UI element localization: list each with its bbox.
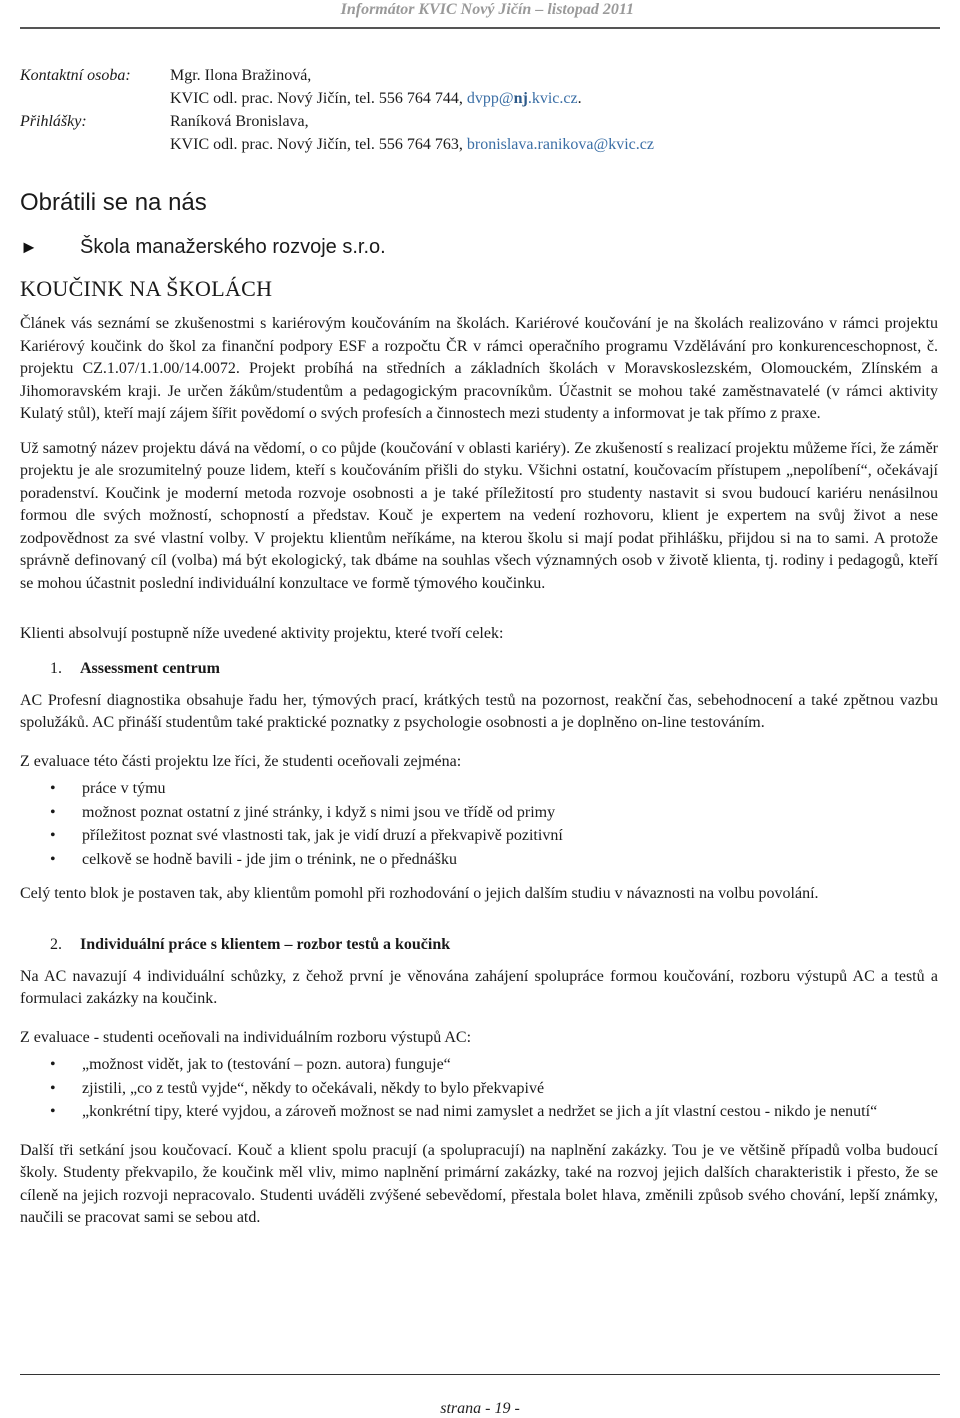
bullet-icon: •: [50, 803, 56, 821]
applications-label: Přihlášky:: [20, 113, 87, 130]
applications-email-link[interactable]: bronislava.ranikova@kvic.cz: [466, 136, 654, 153]
contact-block: [20, 64, 938, 156]
subsection-title: Individuální práce s klientem – rozbor testů a koučink: [80, 935, 451, 953]
bullet-icon: •: [50, 1056, 56, 1073]
bullet-icon: •: [50, 827, 56, 844]
subsection-heading-2: [20, 934, 938, 956]
list-item: • celkově se hodně bavili - jde jim o trénink, ne o přednášku: [20, 848, 938, 872]
contact-address: KVIC odl. prac. Nový Jičín, tel. 556 764 744,: [170, 90, 467, 107]
list-item: • možnost poznat ostatní z jiné stránky, i když s nimi jsou ve třídě od primy: [20, 801, 938, 825]
bullet-icon: •: [50, 780, 56, 797]
header-title: Informátor KVIC Nový Jičín – listopad 2011: [340, 1, 634, 18]
subsection-title: Assessment centrum: [80, 659, 220, 677]
paragraph: Klienti absolvují postupně níže uvedené aktivity projektu, které tvoří celek:: [20, 625, 504, 642]
subsection-number: 2.: [50, 935, 62, 953]
school-line: [20, 234, 938, 260]
contact-row: [20, 64, 938, 87]
applications-address: KVIC odl. prac. Nový Jičín, tel. 556 764 763,: [170, 136, 467, 153]
school-name: Škola manažerského rozvoje s.r.o.: [80, 236, 386, 258]
bullet-icon: •: [50, 1103, 56, 1120]
paragraph: Na AC navazují 4 individuální schůzky, z čehož první je věnována zahájení spolupráce formou koučování, rozboru výstupů AC a testů a formulaci zakázky na koučink.: [20, 967, 938, 1007]
paragraph: Další tři setkání jsou koučovací. Kouč a klient spolu pracují (a spolupracují) na naplnění zakázky. Tou je ve většině případů volba budoucí školy. Studenty překvapilo, že koučink měl vliv, mimo naplnění primární zakázky, také na rozvoj jejich dalších charakteristik i přesto, že se cíleně na jejich rozvoji nepracovalo. Studenti uváděli zvýšené sebevědomí, přestala bolet hlava, změnili způsob svého chování, lepší známky, naučili se pracovat sami se sebou atd.: [20, 1141, 938, 1226]
paragraph: Z evaluace - studenti oceňovali na individuálním rozboru výstupů AC:: [20, 1028, 472, 1046]
bullet-icon: •: [50, 850, 56, 868]
list-item: • práce v týmu: [20, 777, 938, 801]
list-item: • zjistili, „co z testů vyjde“, někdy to očekávali, někdy to bylo překvapivé: [20, 1077, 938, 1101]
bullet-list-2: [20, 1053, 938, 1124]
list-item: • „možnost vidět, jak to (testování – pozn. autora) funguje“: [20, 1053, 938, 1077]
applications-row-address: [20, 133, 938, 156]
page-header: [0, 0, 960, 19]
subsection-number: 1.: [50, 659, 62, 677]
page-number: strana - 19 -: [440, 1400, 520, 1417]
bullet-icon: •: [50, 1079, 56, 1097]
page-footer: [20, 1374, 940, 1417]
list-item: • příležitost poznat své vlastnosti tak, jak je vidí druzí a překvapivě pozitivní: [20, 824, 938, 848]
contact-row-address: KVIC odl. prac. Nový Jičín, tel. 556 764 744, dvpp@nj.kvic.cz.: [170, 90, 582, 107]
applications-name: Raníková Bronislava,: [170, 113, 309, 130]
paragraph: Celý tento blok je postaven tak, aby klientům pomohl při rozhodování o jejich dalším studiu v návaznosti na volbu povolání.: [20, 885, 819, 902]
list-item: • „konkrétní tipy, které vyjdou, a zároveň možnost se nad nimi zamyslet a nedržet se jich a jít vlastní cestou - nikdo je nenutí“: [20, 1100, 938, 1124]
paragraph: AC Profesní diagnostika obsahuje řadu her, týmových prací, krátkých testů na pozornost, reakční čas, sebehodnocení a také zpětnou vazbu spolužáků. AC přináší studentům také praktické poznatky z psychologie osobnosti a je doplněno on-line testováním.: [20, 691, 938, 731]
article-title: KOUČINK NA ŠKOLÁCH: [20, 276, 273, 301]
paragraph: Z evaluace této části projektu lze říci, že studenti oceňovali zejména:: [20, 752, 462, 770]
applications-row: [20, 110, 938, 133]
contact-email-link[interactable]: dvpp@nj.kvic.cz: [466, 90, 578, 107]
triangle-arrow-icon: ►: [20, 237, 38, 257]
bullet-list-1: [20, 777, 938, 871]
contact-label: Kontaktní osoba:: [20, 67, 131, 84]
section-heading: Obrátili se na nás: [20, 189, 207, 216]
paragraph: Článek vás seznámí se zkušenostmi s kariérovým koučováním na školách. Kariérové koučování je na školách realizováno v rámci projektu Kariérový koučink do škol za finanční podpory ESF a rozpočtu ČR v rámci operačního programu Vzdělávání pro konkurenceschopnost, č. projektu CZ.1.07/1.1.00/14.0072. Projekt probíhá na středních a základních školách v Moravskoslezském, Olomouckém, Zlínském a Jihomoravském kraji. Je určen žákům/studentům a pedagogickým pracovníkům. Účastnit se mohou také zaměstnavatelé (v rámci aktivity Kulatý stůl), kteří mají zájem šířit povědomí o svých profesích a činnostech mezi studenty a informovat je tak přímo z praxe.: [20, 315, 938, 422]
paragraph: Už samotný název projektu dává na vědomí, o co půjde (koučování v oblasti kariéry). Ze zkušeností s realizací projektu můžeme říci, že záměr projektu je ale srozumitelný pouze lidem, kteří s koučováním přišli do styku. Všichni ostatní, koučovacím přístupem „nepolíbení“, očekávají poradenství. Koučink je moderní metoda rozvoje osobnosti a je také příležitostí pro studenty nastavit si svou budoucí kariéru nenásilnou formou dle svých možností, schopností a představ. Kouč je expertem na vedení rozhovoru, klient je expertem na svůj život a nese zodpovědnost za své vlastní volby. V projektu klientům neříkáme, na kterou školu si mají podat přihlášku, přijdou si na to sami. A protože správně definovaný cíl (volba) má být ekologický, tak dbáme na souhlas všech významných osob v životě klienta, tj. rodiny i pedagogů, kteří se mohou účastnit poslední individuální konzultace ve formě týmového koučinku.: [20, 439, 938, 592]
contact-name: Mgr. Ilona Bražinová,: [170, 67, 312, 84]
subsection-heading-1: [20, 658, 938, 680]
header-rule: [20, 27, 940, 29]
document-body: [20, 64, 938, 1230]
